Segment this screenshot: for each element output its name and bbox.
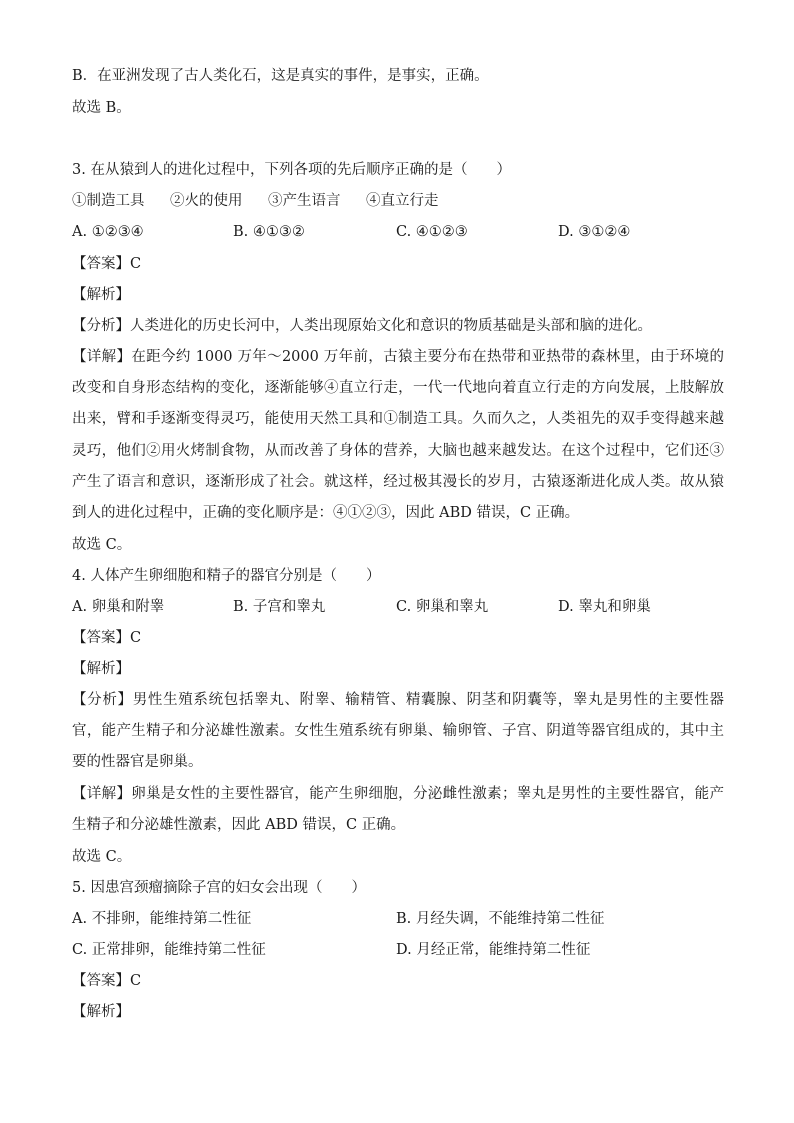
q3-item-4: ④直立行走 (366, 193, 439, 209)
q4-xiangjie: 【详解】卵巢是女性的主要性器官，能产生卵细胞，分泌雌性激素；睾丸是男性的主要性器官，能产生精子和分泌雄性激素，因此 ABD 错误，C 正确。 (72, 786, 724, 834)
q3-answer: 【答案】C (72, 256, 142, 272)
q5-analysis-label: 【解析】 (72, 1004, 130, 1020)
q3-option-a: A. ①②③④ (72, 224, 144, 240)
q3-option-c: C. ④①②③ (396, 224, 468, 240)
q4-fenxi: 【分析】男性生殖系统包括睾丸、附睾、输精管、精囊腺、阴茎和阴囊等，睾丸是男性的主要性器官，能产生精子和分泌雄性激素。女性生殖系统有卵巢、输卵管、子宫、阴道等器官组成的，其中主要的性器官是卵巢。 (72, 692, 724, 771)
q4-option-b: B. 子宫和睾丸 (233, 599, 326, 615)
q5-option-a: A. 不排卵，能维持第二性征 (72, 911, 252, 927)
q4-option-d: D. 睾丸和卵巢 (558, 599, 651, 615)
q5-stem: 5. 因患宫颈瘤摘除子宫的妇女会出现（ ） (72, 880, 366, 896)
q3-option-b: B. ④①③② (233, 224, 305, 240)
q4-option-c: C. 卵巢和睾丸 (396, 599, 489, 615)
q4-option-a: A. 卵巢和附睾 (72, 599, 165, 615)
q3-stem: 3. 在从猿到人的进化过程中，下列各项的先后顺序正确的是（ ） (72, 162, 511, 178)
q4-conclusion: 故选 C。 (72, 849, 132, 865)
q4-analysis-label: 【解析】 (72, 661, 130, 677)
q5-option-d: D. 月经正常，能维持第二性征 (396, 942, 591, 958)
q5-option-b: B. 月经失调，不能维持第二性征 (396, 911, 605, 927)
q2-conclusion: 故选 B。 (72, 100, 131, 116)
q3-fenxi: 【分析】人类进化的历史长河中，人类出现原始文化和意识的物质基础是头部和脑的进化。 (72, 318, 652, 334)
q3-option-d: D. ③①②④ (558, 224, 631, 240)
q2-option-b-explanation: B．在亚洲发现了古人类化石，这是真实的事件，是事实，正确。 (72, 68, 489, 84)
q3-item-2: ②火的使用 (170, 193, 243, 209)
q3-item-3: ③产生语言 (268, 193, 341, 209)
q5-answer: 【答案】C (72, 973, 142, 989)
q3-conclusion: 故选 C。 (72, 537, 132, 553)
q4-answer: 【答案】C (72, 630, 142, 646)
q3-xiangjie: 【详解】在距今约 1000 万年～2000 万年前，古猿主要分布在热带和亚热带的森林里，由于环境的改变和自身形态结构的变化，逐渐能够④直立行走，一代一代地向着直立行走的方向发展，上肢解放出来，臂和手逐渐变得灵巧，能使用天然工具和①制造工具。久而久之，人类祖先的双手变得越来越灵巧，他们②用火烤制食物，从而改善了身体的营养，大脑也越来越发达。在这个过程中，它们还③产生了语言和意识，逐渐形成了社会。就这样，经过极其漫长的岁月，古猿逐渐进化成人类。故从猿到人的进化过程中，正确的变化顺序是：④①②③，因此 ABD 错误，C 正确。 (72, 349, 724, 522)
q3-item-1: ①制造工具 (72, 193, 145, 209)
q3-analysis-label: 【解析】 (72, 287, 130, 303)
q4-stem: 4. 人体产生卵细胞和精子的器官分别是（ ） (72, 568, 381, 584)
q5-option-c: C. 正常排卵，能维持第二性征 (72, 942, 266, 958)
